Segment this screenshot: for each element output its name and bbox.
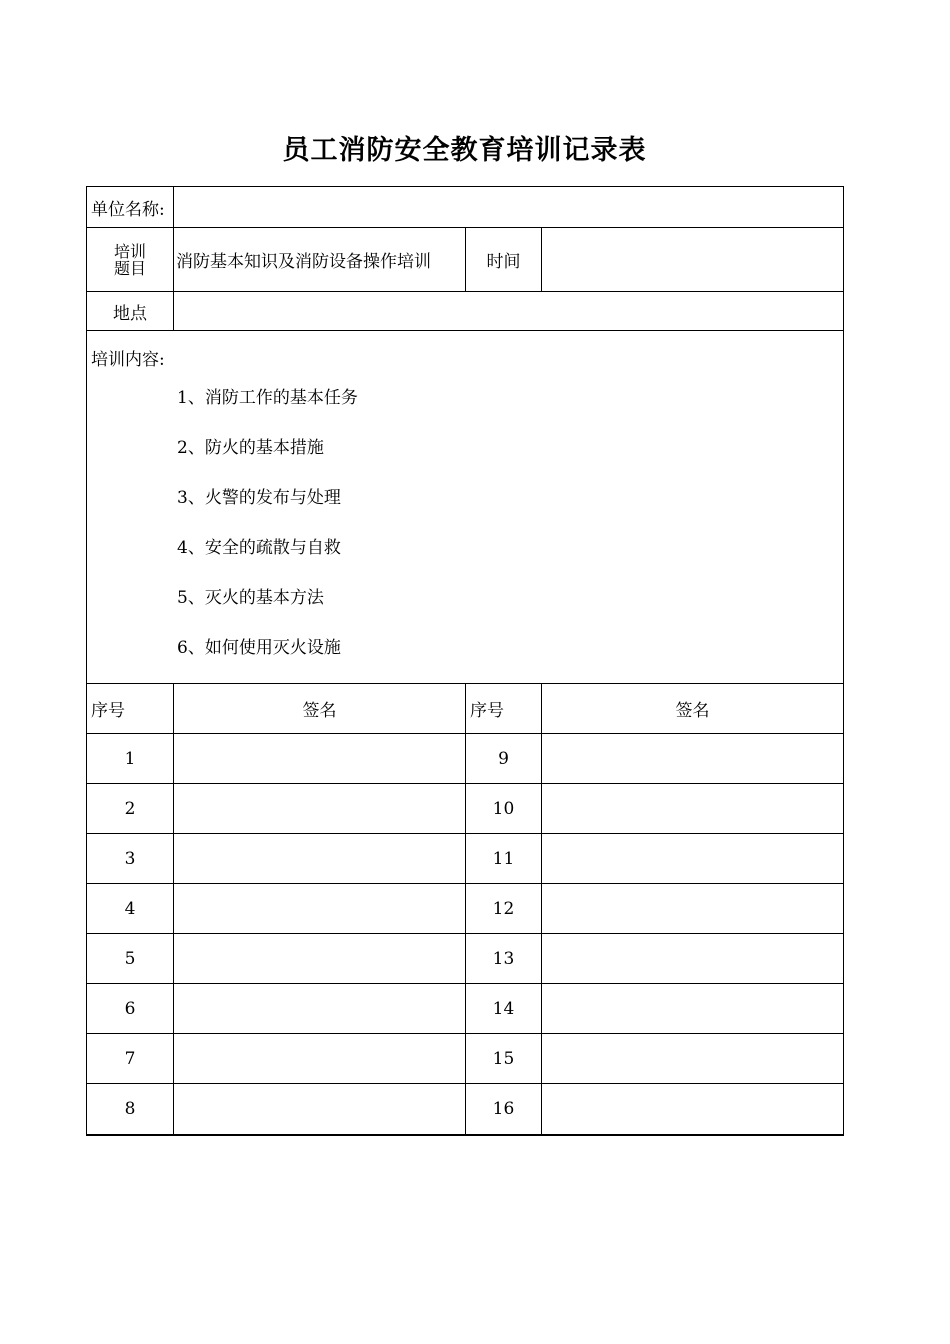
seq-number: 5: [87, 934, 174, 984]
seq-number: 7: [87, 1034, 174, 1084]
table-row: [87, 834, 844, 884]
signature-field[interactable]: [174, 834, 466, 884]
seq-header-left: 序号: [87, 684, 174, 734]
signature-header-row: [87, 684, 844, 734]
seq-header-right: 序号: [466, 684, 542, 734]
signature-field[interactable]: [542, 1084, 844, 1135]
signature-field[interactable]: [174, 1084, 466, 1135]
seq-number: 8: [87, 1084, 174, 1135]
seq-number: 11: [466, 834, 542, 884]
seq-number: 6: [87, 984, 174, 1034]
signature-field[interactable]: [542, 984, 844, 1034]
signature-field[interactable]: [174, 784, 466, 834]
training-record-form: [86, 186, 844, 1136]
topic-row: [87, 228, 844, 292]
seq-number: 3: [87, 834, 174, 884]
signature-field[interactable]: [542, 834, 844, 884]
content-cell: [87, 331, 844, 684]
content-row: [87, 331, 844, 684]
table-row: [87, 884, 844, 934]
table-row: [87, 1084, 844, 1135]
page-title: 员工消防安全教育培训记录表: [282, 135, 647, 166]
sign-header-right: 签名: [542, 684, 844, 734]
table-row: [87, 734, 844, 784]
signature-field[interactable]: [174, 884, 466, 934]
signature-field[interactable]: [542, 734, 844, 784]
topic-label-line1: 培训: [113, 241, 146, 261]
table-row: [87, 1034, 844, 1084]
signature-field[interactable]: [174, 984, 466, 1034]
signature-field[interactable]: [174, 1034, 466, 1084]
sign-header-left: 签名: [174, 684, 466, 734]
signature-field[interactable]: [542, 934, 844, 984]
location-label: 地点: [87, 292, 174, 331]
content-item: 3、火警的发布与处理: [177, 488, 341, 508]
signature-field[interactable]: [174, 734, 466, 784]
table-row: [87, 784, 844, 834]
content-heading: 培训内容:: [91, 350, 165, 370]
seq-number: 14: [466, 984, 542, 1034]
unit-row: [87, 187, 844, 228]
signature-field[interactable]: [542, 884, 844, 934]
location-field[interactable]: [174, 292, 844, 331]
table-row: [87, 934, 844, 984]
seq-number: 1: [87, 734, 174, 784]
unit-field[interactable]: [174, 187, 844, 228]
content-item: 4、安全的疏散与自救: [177, 538, 341, 558]
seq-number: 2: [87, 784, 174, 834]
topic-label-line2: 题目: [113, 258, 146, 278]
content-item: 1、消防工作的基本任务: [177, 388, 358, 408]
table-row: [87, 984, 844, 1034]
content-item: 6、如何使用灭火设施: [177, 638, 341, 658]
seq-number: 15: [466, 1034, 542, 1084]
unit-label: 单位名称:: [87, 187, 174, 228]
time-field[interactable]: [542, 228, 844, 292]
topic-label: [87, 228, 174, 292]
seq-number: 10: [466, 784, 542, 834]
seq-number: 16: [466, 1084, 542, 1135]
signature-field[interactable]: [174, 934, 466, 984]
seq-number: 4: [87, 884, 174, 934]
signature-field[interactable]: [542, 784, 844, 834]
content-item: 2、防火的基本措施: [177, 438, 324, 458]
seq-number: 9: [466, 734, 542, 784]
topic-value[interactable]: 消防基本知识及消防设备操作培训: [174, 228, 466, 292]
signature-field[interactable]: [542, 1034, 844, 1084]
time-label: 时间: [466, 228, 542, 292]
content-item: 5、灭火的基本方法: [177, 588, 324, 608]
seq-number: 12: [466, 884, 542, 934]
location-row: [87, 292, 844, 331]
seq-number: 13: [466, 934, 542, 984]
